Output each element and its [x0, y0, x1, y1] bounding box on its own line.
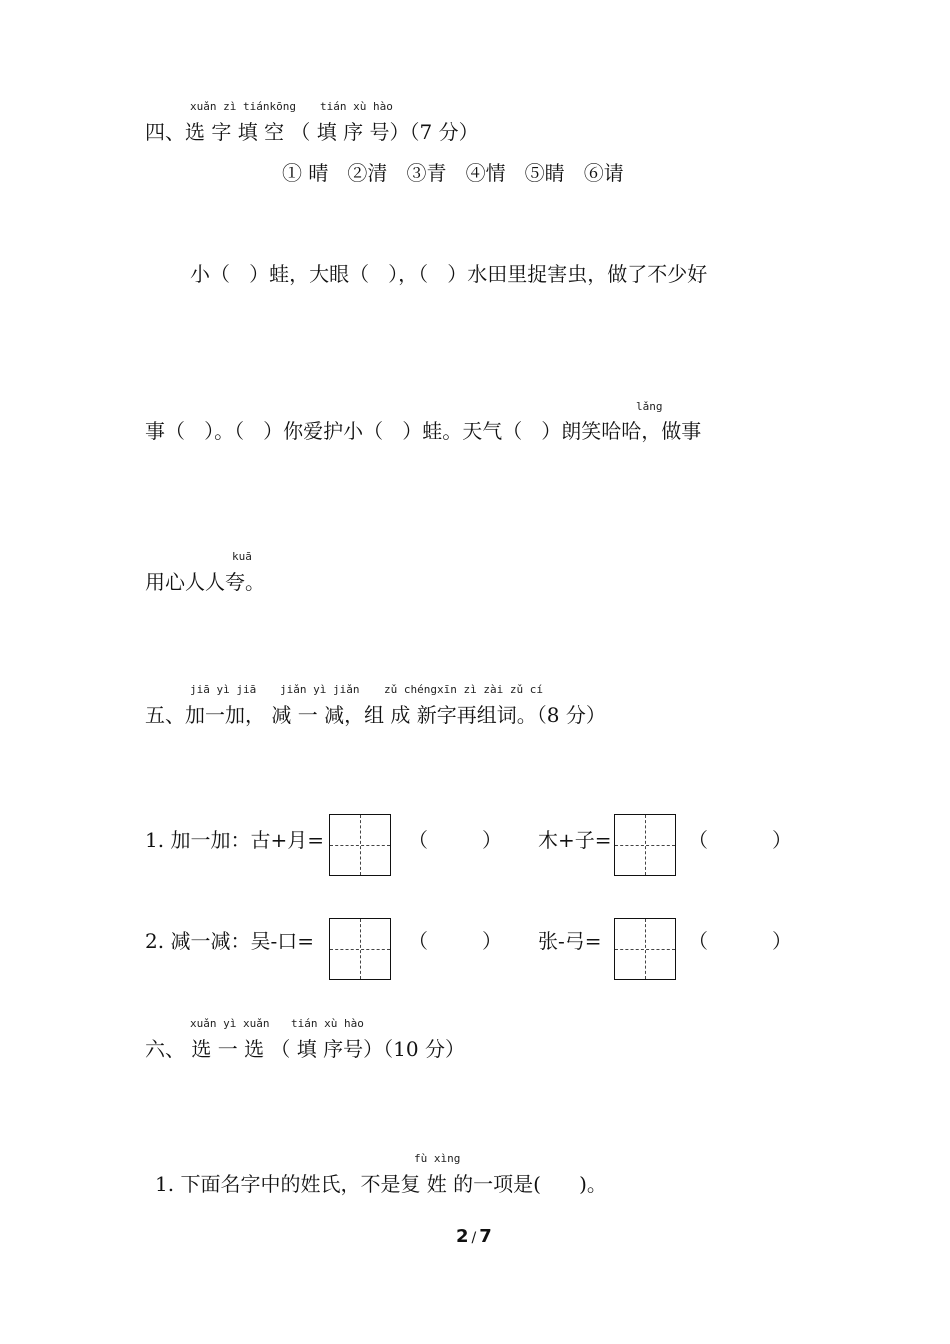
fill-line-1: 小（ ）蛙，大眼（ ），（ ）水田里捉害虫，做了不少好: [190, 262, 708, 286]
current-page: 2: [456, 1226, 469, 1247]
answer-paren-open: （: [688, 929, 708, 953]
answer-paren-close: ）: [772, 828, 792, 852]
answer-paren-open: （: [408, 828, 428, 852]
add-row-second: 木+子=: [538, 828, 612, 852]
question-1: 1. 下面名字中的姓氏，不是复 姓 的一项是( )。: [155, 1172, 607, 1196]
answer-paren-close: ）: [482, 828, 502, 852]
pinyin-xuan-yi-xuan: xuǎn yì xuǎn: [190, 1017, 270, 1030]
pinyin-lang: lǎng: [636, 400, 663, 413]
pinyin-tian-xuhao: tián xù hào: [320, 100, 393, 113]
answer-paren-open: （: [688, 828, 708, 852]
answer-paren-open: （: [408, 929, 428, 953]
pinyin-xuanzi-tiankong: xuǎn zì tiánkōng: [190, 100, 296, 113]
section6-heading: 六、 选 一 选 （ 填 序号）（10 分）: [145, 1037, 465, 1061]
pinyin-tian-xuhao-2: tián xù hào: [291, 1017, 364, 1030]
page-number: [456, 1226, 492, 1247]
subtract-row-second: 张-弓=: [538, 929, 602, 953]
character-grid-box[interactable]: [329, 918, 391, 980]
section5-heading: 五、加一加， 减 一 减，组 成 新字再组词。（8 分）: [145, 703, 606, 727]
answer-paren-close: ）: [772, 929, 792, 953]
total-pages: 7: [479, 1226, 492, 1247]
add-row-label: 1. 加一加：古+月=: [145, 828, 324, 852]
character-grid-box[interactable]: [614, 814, 676, 876]
fill-line-3: 用心人人夸。: [145, 570, 265, 594]
pinyin-fuxing: fù xìng: [414, 1152, 461, 1165]
pinyin-zu-cheng: zǔ chéngxīn zì zài zǔ cí: [384, 683, 543, 696]
pinyin-jia-yi-jia: jiā yì jiā: [190, 683, 257, 696]
subtract-row-label: 2. 减一减：吴-口=: [145, 929, 314, 953]
answer-paren-close: ）: [482, 929, 502, 953]
character-grid-box[interactable]: [614, 918, 676, 980]
section4-heading: 四、选 字 填 空 （ 填 序 号）（7 分）: [145, 120, 479, 144]
page-separator: /: [471, 1230, 477, 1246]
fill-line-2: 事（ ）。（ ）你爱护小（ ）蛙。天气（ ）朗笑哈哈，做事: [145, 419, 702, 443]
pinyin-kua: kuā: [232, 550, 252, 563]
character-grid-box[interactable]: [329, 814, 391, 876]
pinyin-jian-yi-jian: jiǎn yì jiǎn: [280, 683, 360, 696]
character-options: ① 晴 ②清 ③青 ④情 ⑤睛 ⑥请: [282, 161, 624, 185]
